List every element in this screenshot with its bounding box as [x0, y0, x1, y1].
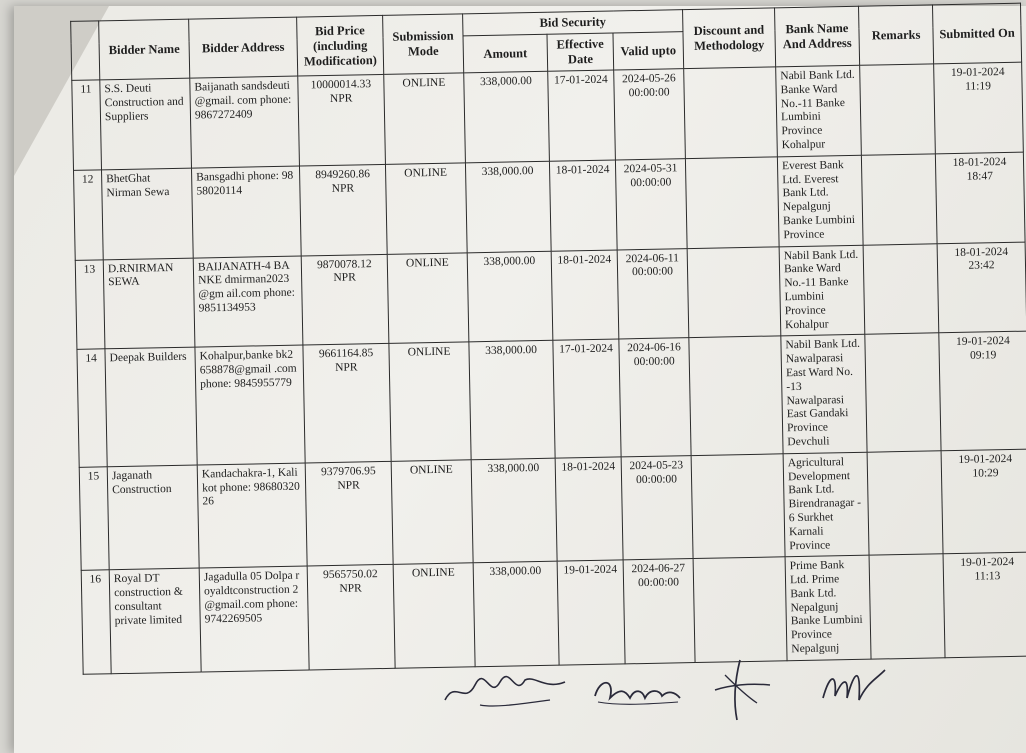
header-bidder-name: Bidder Name: [99, 19, 190, 80]
bid-sheet: [14, 0, 1026, 714]
remarks: [869, 554, 945, 659]
security-amount: 338,000.00: [464, 71, 550, 162]
security-amount: 338,000.00: [473, 561, 559, 666]
row-sn: 14: [77, 349, 107, 467]
security-amount: 338,000.00: [465, 161, 551, 252]
handwritten-signature-3: [705, 655, 775, 725]
bidder-address: Bansgadhi phone: 9858020114: [191, 166, 301, 258]
row-sn: 13: [75, 259, 105, 349]
table-row: [79, 449, 1026, 571]
effective-date: 18-01-2024: [555, 457, 623, 562]
header-effective-date: Effective Date: [547, 33, 614, 71]
submitted-on: 18-01-2024 23:42: [937, 242, 1026, 333]
bidder-name: Deepak Builders: [105, 347, 197, 466]
row-sn: 11: [72, 80, 102, 170]
handwritten-signature-4: [815, 658, 895, 713]
submission-mode: ONLINE: [385, 163, 467, 254]
remarks: [867, 451, 943, 556]
header-bank: Bank Name And Address: [775, 6, 860, 67]
discount-methodology: [691, 454, 785, 559]
bank-name-address: Prime Bank Ltd. Prime Bank Ltd. Nepalgunj Banke Lumbini Province Nepalgunj: [785, 555, 871, 660]
valid-upto: 2024-06-27 00:00:00: [623, 559, 695, 664]
bidder-address: BAIJANATH-4 BANKE dmirman2023@gm ail.com phone: 9851134953: [193, 256, 303, 348]
bid-price: 9870078.12 NPR: [301, 254, 389, 345]
submission-mode: ONLINE: [384, 73, 466, 164]
valid-upto: 2024-05-23 00:00:00: [621, 455, 693, 560]
bidder-name: S.S. Deuti Construction and Suppliers: [100, 78, 192, 169]
bid-price: 9565750.02 NPR: [307, 565, 395, 670]
header-sn: [71, 21, 100, 81]
header-submitted-on: Submitted On: [932, 3, 1021, 64]
bidder-address: Kandachakra-1, Kalikot phone: 9868032026: [197, 463, 307, 569]
header-remarks: Remarks: [859, 5, 934, 65]
row-sn: 15: [79, 467, 109, 571]
submission-mode: ONLINE: [391, 460, 473, 565]
header-bid-security: Bid Security: [463, 10, 683, 36]
discount-methodology: [684, 67, 778, 159]
table-row: [77, 331, 1026, 467]
bidder-address: Kohalpur,banke bk2658878@gmail .com phone: 9845955779: [195, 345, 305, 464]
submission-mode: ONLINE: [387, 252, 469, 343]
bid-table: [70, 3, 1026, 675]
bidder-name: Jaganath Construction: [107, 465, 199, 570]
header-bidder-address: Bidder Address: [189, 17, 298, 78]
header-discount: Discount and Methodology: [683, 8, 776, 69]
remarks: [863, 243, 939, 334]
valid-upto: 2024-06-11 00:00:00: [617, 248, 689, 339]
header-submission-mode: Submission Mode: [383, 14, 464, 75]
valid-upto: 2024-06-16 00:00:00: [619, 338, 691, 457]
security-amount: 338,000.00: [471, 458, 557, 563]
bank-name-address: Nabil Bank Ltd. Nawalparasi East Ward No. -13 Nawalparasi East Gandaki Province Devchuli: [781, 335, 867, 454]
security-amount: 338,000.00: [469, 341, 555, 460]
row-sn: 12: [74, 170, 104, 260]
header-bid-price: Bid Price (including Modification): [297, 15, 384, 76]
bank-name-address: Agricultural Development Bank Ltd. Birendranagar - 6 Surkhet Karnali Province: [783, 452, 869, 557]
submitted-on: 19-01-2024 11:19: [934, 62, 1024, 153]
bidder-name: D.RNIRMAN SEWA: [103, 258, 195, 349]
header-valid-upto: Valid upto: [613, 32, 684, 70]
bank-name-address: Everest Bank Ltd. Everest Bank Ltd. Nepalgunj Banke Lumbini Province: [777, 155, 863, 246]
bidder-name: BhetGhat Nirman Sewa: [102, 168, 194, 259]
signatures: [420, 650, 920, 730]
bank-name-address: Nabil Bank Ltd. Banke Ward No.-11 Banke Lumbini Province Kohalpur: [779, 245, 865, 336]
remarks: [860, 64, 936, 155]
security-amount: 338,000.00: [467, 251, 553, 342]
submission-mode: ONLINE: [389, 342, 471, 461]
handwritten-signature-1: [440, 660, 570, 720]
discount-methodology: [685, 157, 779, 249]
bid-price: 9379706.95 NPR: [305, 461, 393, 566]
valid-upto: 2024-05-26 00:00:00: [614, 69, 686, 160]
submitted-on: 19-01-2024 10:29: [941, 449, 1026, 554]
bidder-address: Jagadulla 05 Dolpa royaldtconstruction 2@gmail.com phone: 9742269505: [199, 566, 309, 672]
bidder-name: Royal DT construction & consultant private limited: [109, 568, 201, 673]
submitted-on: 19-01-2024 11:13: [943, 552, 1026, 657]
submitted-on: 18-01-2024 18:47: [935, 152, 1025, 243]
bidder-address: Baijanath sandsdeuti@gmail. com phone: 9867272409: [190, 76, 300, 168]
handwritten-signature-2: [590, 668, 685, 713]
bank-name-address: Nabil Bank Ltd. Banke Ward No.-11 Banke Lumbini Province Kohalpur: [776, 65, 862, 156]
bid-price: 8949260.86 NPR: [299, 164, 387, 255]
valid-upto: 2024-05-31 00:00:00: [615, 158, 687, 249]
effective-date: 18-01-2024: [551, 250, 619, 341]
remarks: [861, 154, 937, 245]
discount-methodology: [687, 246, 781, 338]
effective-date: 19-01-2024: [557, 560, 625, 665]
discount-methodology: [693, 557, 787, 662]
row-sn: 16: [81, 570, 111, 674]
bid-price: 10000014.33 NPR: [298, 74, 386, 165]
submission-mode: ONLINE: [393, 563, 475, 668]
header-amount: Amount: [463, 34, 548, 73]
remarks: [865, 333, 941, 452]
discount-methodology: [689, 336, 783, 455]
effective-date: 17-01-2024: [548, 70, 616, 161]
effective-date: 17-01-2024: [553, 339, 621, 458]
submitted-on: 19-01-2024 09:19: [939, 331, 1026, 450]
bid-price: 9661164.85 NPR: [303, 344, 391, 463]
effective-date: 18-01-2024: [549, 160, 617, 251]
